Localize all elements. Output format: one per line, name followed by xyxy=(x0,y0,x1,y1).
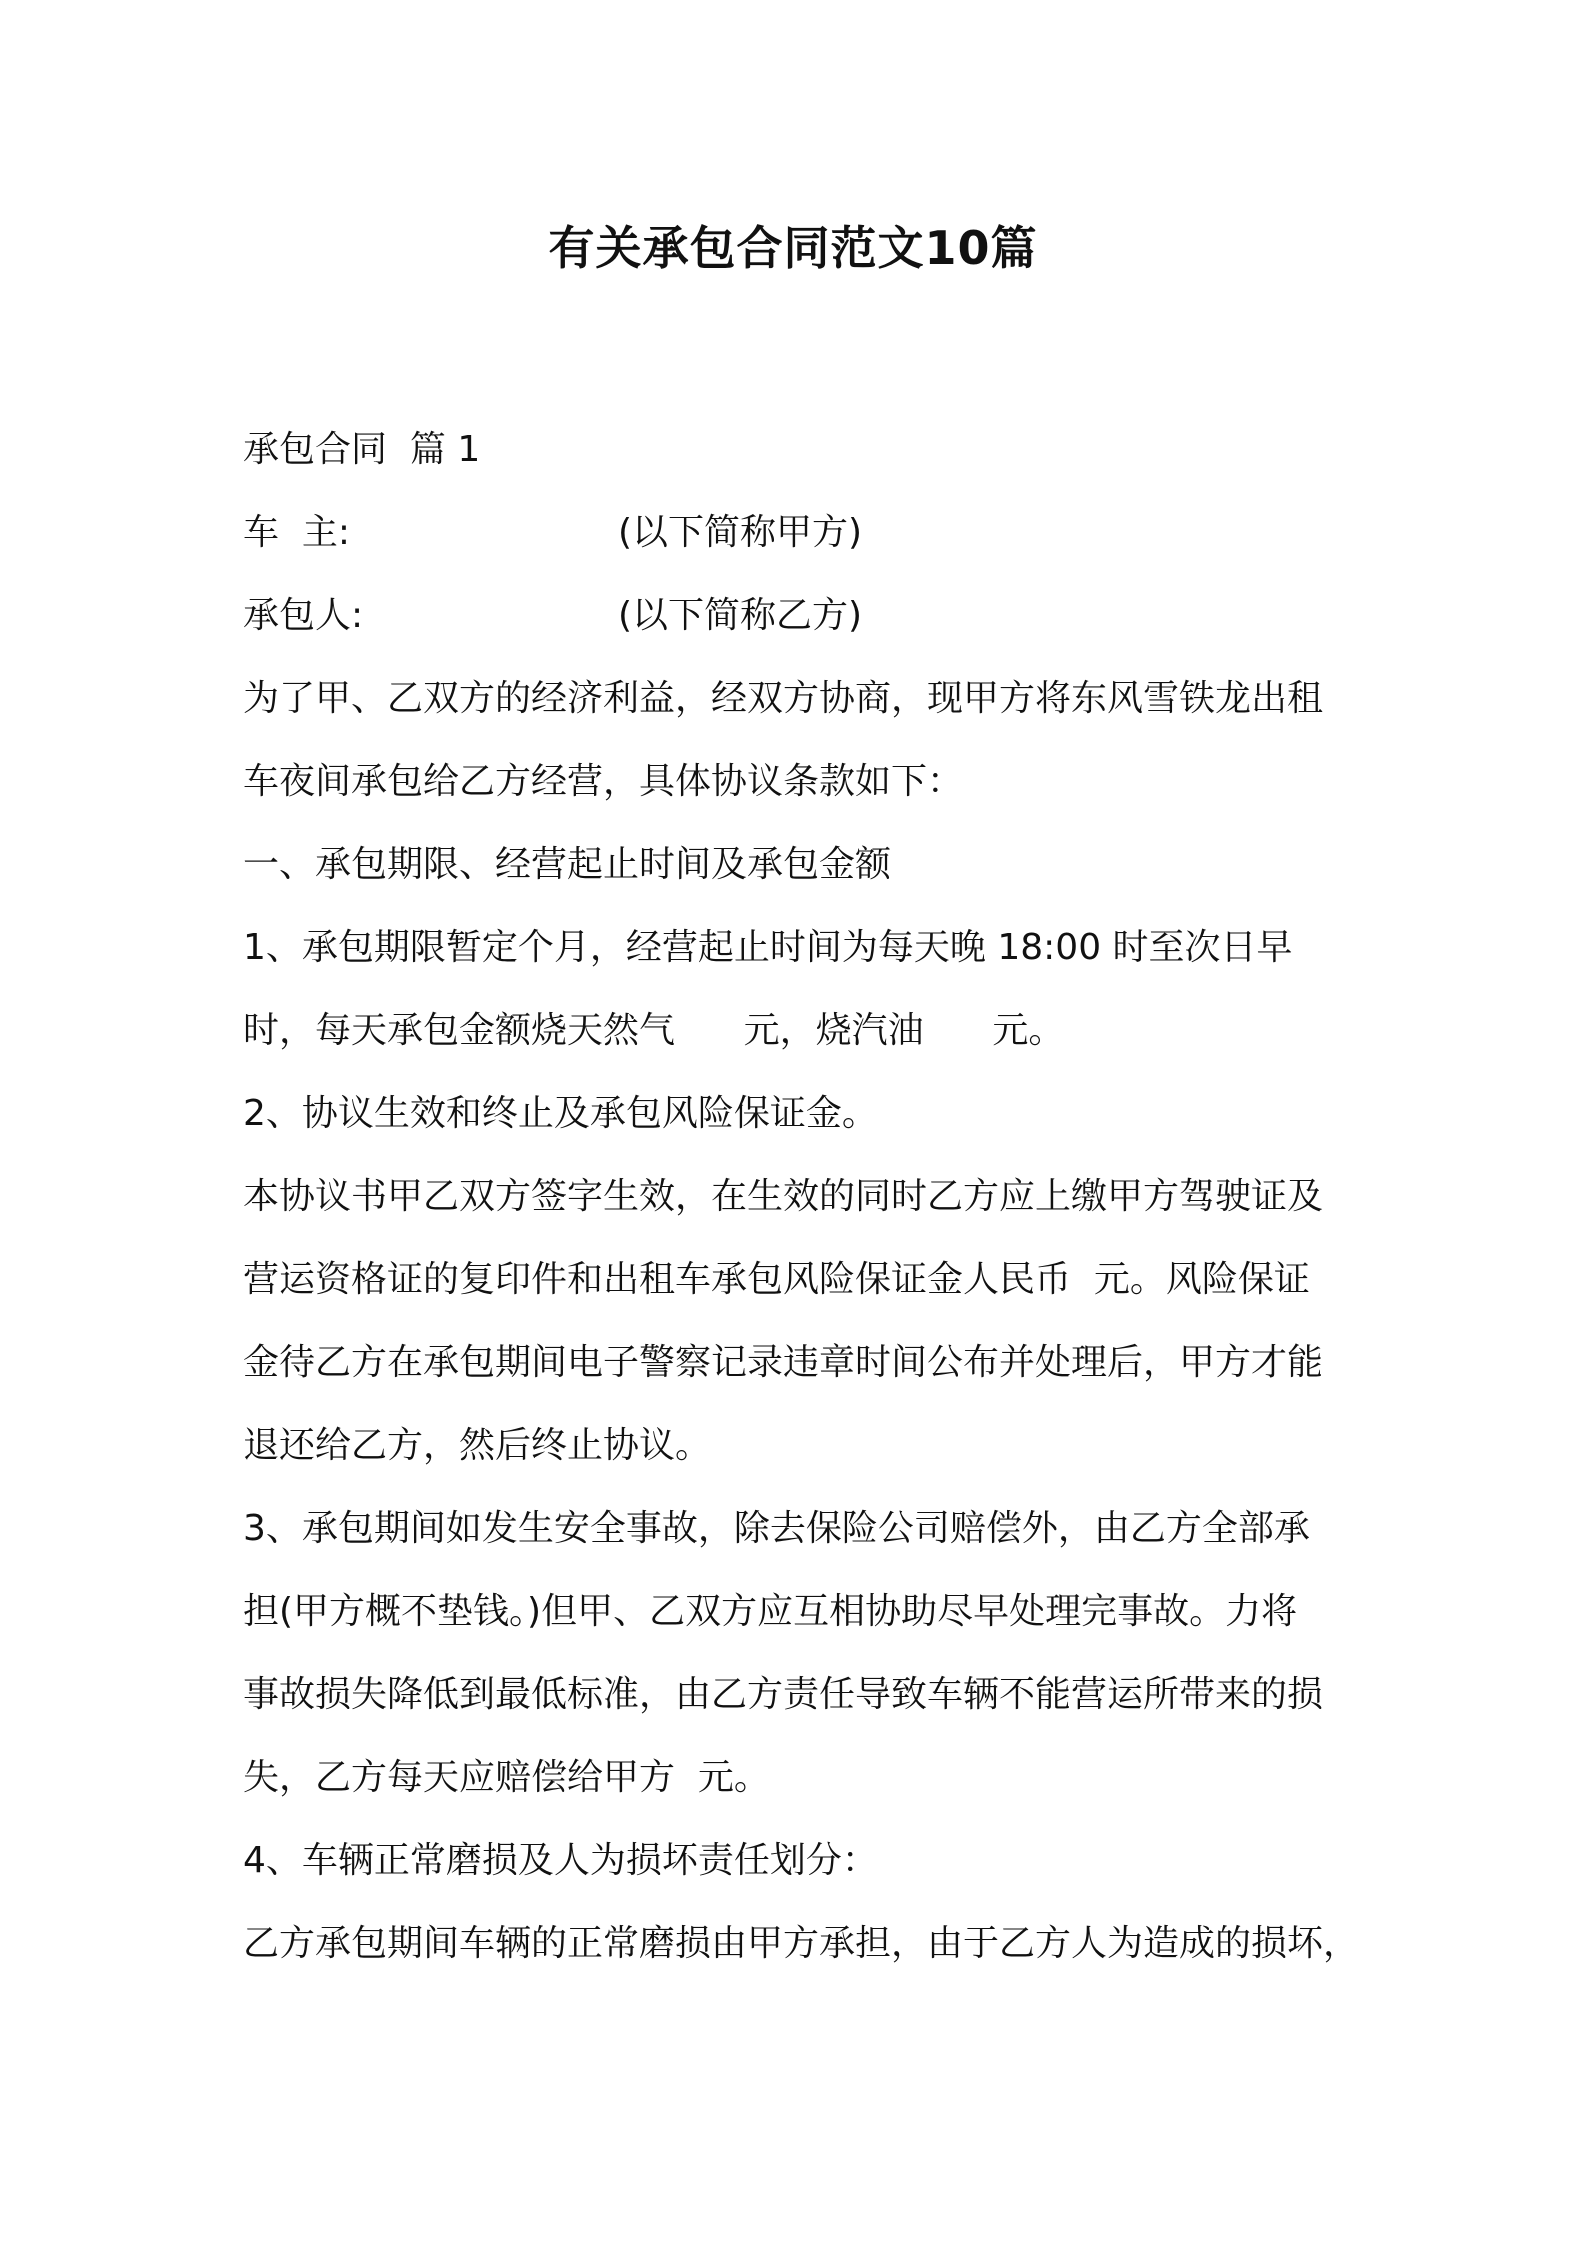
paragraph-line: 退还给乙方，然后终止协议。 xyxy=(243,1425,712,1466)
party-b-label: 承包人: xyxy=(243,595,364,636)
paragraph-line: 3、承包期间如发生安全事故，除去保险公司赔偿外，由乙方全部承 xyxy=(243,1508,1310,1549)
party-b-note: (以下简称乙方) xyxy=(618,595,863,636)
paragraph-line: 乙方承包期间车辆的正常磨损由甲方承担，由于乙方人为造成的损坏， xyxy=(243,1923,1360,1964)
paragraph-line: 营运资格证的复印件和出租车承包风险保证金人民币 元。风险保证 xyxy=(243,1259,1310,1300)
paragraph-line: 为了甲、乙双方的经济利益，经双方协商，现甲方将东风雪铁龙出租 xyxy=(243,678,1324,719)
paragraph-line: 时，每天承包金额烧天然气 元，烧汽油 元。 xyxy=(243,1010,1065,1051)
party-b-row xyxy=(243,574,1373,657)
paragraph-line: 事故损失降低到最低标准，由乙方责任导致车辆不能营运所带来的损 xyxy=(243,1674,1324,1715)
document-body xyxy=(243,408,1373,1985)
paragraph-line: 1、承包期限暂定个月，经营起止时间为每天晚 18:00 时至次日早 xyxy=(243,927,1293,968)
paragraph-line: 车夜间承包给乙方经营，具体协议条款如下： xyxy=(243,761,964,802)
clause-heading: 一、承包期限、经营起止时间及承包金额 xyxy=(243,844,892,885)
paragraph-line: 失，乙方每天应赔偿给甲方 元。 xyxy=(243,1757,770,1798)
paragraph-line: 担(甲方概不垫钱。)但甲、乙双方应互相协助尽早处理完事故。力将 xyxy=(243,1591,1298,1632)
paragraph-line: 金待乙方在承包期间电子警察记录违章时间公布并处理后，甲方才能 xyxy=(243,1342,1324,1383)
party-a-note: (以下简称甲方) xyxy=(618,512,863,553)
paragraph-line: 本协议书甲乙双方签字生效，在生效的同时乙方应上缴甲方驾驶证及 xyxy=(243,1176,1324,1217)
clause-heading: 4、车辆正常磨损及人为损坏责任划分： xyxy=(243,1840,878,1881)
document-title: 有关承包合同范文10篇 xyxy=(548,221,1038,275)
clause-heading: 2、协议生效和终止及承包风险保证金。 xyxy=(243,1093,878,1134)
party-a-label: 车 主: xyxy=(243,512,351,553)
party-a-row xyxy=(243,491,1373,574)
section-heading: 承包合同 篇 1 xyxy=(243,429,481,470)
